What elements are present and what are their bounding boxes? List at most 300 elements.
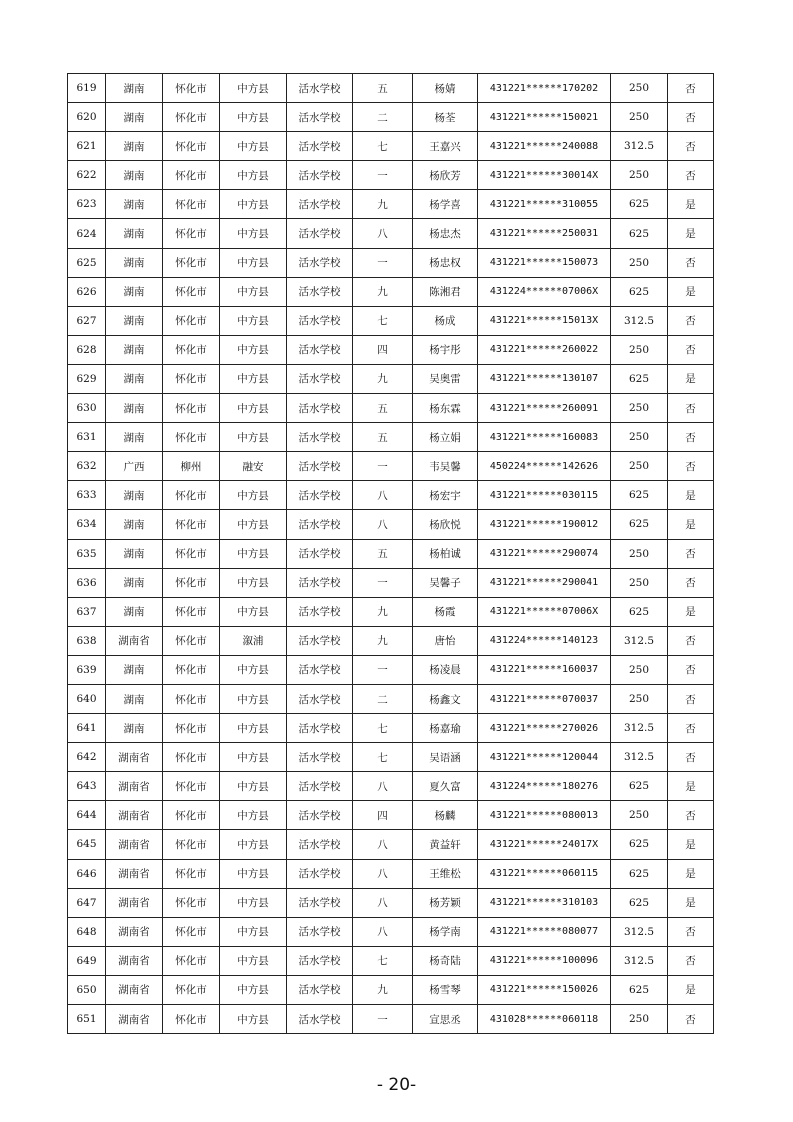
amount-cell: 250 bbox=[611, 103, 668, 132]
amount-cell: 250 bbox=[611, 568, 668, 597]
province-cell: 湖南 bbox=[106, 219, 163, 248]
county-cell: 中方县 bbox=[220, 306, 287, 335]
table-row bbox=[68, 975, 714, 1004]
id-number-cell: 431221******150073 bbox=[478, 248, 611, 277]
row-number-cell: 637 bbox=[68, 597, 106, 626]
grade-cell: 五 bbox=[353, 539, 413, 568]
id-number-cell: 431221******290074 bbox=[478, 539, 611, 568]
student-name-cell: 韦吴馨 bbox=[413, 452, 478, 481]
city-cell: 怀化市 bbox=[163, 859, 220, 888]
id-number-cell: 431028******060118 bbox=[478, 1005, 611, 1034]
school-cell: 活水学校 bbox=[287, 684, 353, 713]
grade-cell: 一 bbox=[353, 452, 413, 481]
school-cell: 活水学校 bbox=[287, 917, 353, 946]
table-row bbox=[68, 161, 714, 190]
id-number-cell: 431221******30014X bbox=[478, 161, 611, 190]
city-cell: 怀化市 bbox=[163, 74, 220, 103]
grade-cell: 一 bbox=[353, 655, 413, 684]
flag-cell: 否 bbox=[668, 423, 714, 452]
province-cell: 湖南 bbox=[106, 74, 163, 103]
province-cell: 湖南省 bbox=[106, 626, 163, 655]
county-cell: 中方县 bbox=[220, 888, 287, 917]
amount-cell: 312.5 bbox=[611, 714, 668, 743]
province-cell: 湖南 bbox=[106, 481, 163, 510]
amount-cell: 250 bbox=[611, 335, 668, 364]
table-row bbox=[68, 190, 714, 219]
table-row bbox=[68, 248, 714, 277]
flag-cell: 是 bbox=[668, 859, 714, 888]
province-cell: 湖南 bbox=[106, 161, 163, 190]
student-name-cell: 杨学喜 bbox=[413, 190, 478, 219]
county-cell: 中方县 bbox=[220, 1005, 287, 1034]
province-cell: 湖南 bbox=[106, 568, 163, 597]
amount-cell: 625 bbox=[611, 510, 668, 539]
county-cell: 中方县 bbox=[220, 74, 287, 103]
province-cell: 湖南 bbox=[106, 394, 163, 423]
flag-cell: 否 bbox=[668, 132, 714, 161]
school-cell: 活水学校 bbox=[287, 103, 353, 132]
city-cell: 怀化市 bbox=[163, 364, 220, 393]
row-number-cell: 636 bbox=[68, 568, 106, 597]
row-number-cell: 626 bbox=[68, 277, 106, 306]
table-row bbox=[68, 684, 714, 713]
county-cell: 中方县 bbox=[220, 335, 287, 364]
flag-cell: 是 bbox=[668, 364, 714, 393]
flag-cell: 是 bbox=[668, 975, 714, 1004]
student-name-cell: 杨荃 bbox=[413, 103, 478, 132]
grade-cell: 八 bbox=[353, 510, 413, 539]
amount-cell: 625 bbox=[611, 830, 668, 859]
row-number-cell: 621 bbox=[68, 132, 106, 161]
amount-cell: 250 bbox=[611, 74, 668, 103]
id-number-cell: 431224******180276 bbox=[478, 772, 611, 801]
province-cell: 湖南 bbox=[106, 335, 163, 364]
flag-cell: 是 bbox=[668, 597, 714, 626]
id-number-cell: 431221******240088 bbox=[478, 132, 611, 161]
row-number-cell: 635 bbox=[68, 539, 106, 568]
student-name-cell: 宣思丞 bbox=[413, 1005, 478, 1034]
flag-cell: 是 bbox=[668, 190, 714, 219]
table-row bbox=[68, 888, 714, 917]
student-name-cell: 王维松 bbox=[413, 859, 478, 888]
row-number-cell: 643 bbox=[68, 772, 106, 801]
county-cell: 中方县 bbox=[220, 219, 287, 248]
id-number-cell: 431221******250031 bbox=[478, 219, 611, 248]
student-name-cell: 杨成 bbox=[413, 306, 478, 335]
table-row bbox=[68, 481, 714, 510]
row-number-cell: 632 bbox=[68, 452, 106, 481]
flag-cell: 否 bbox=[668, 335, 714, 364]
city-cell: 怀化市 bbox=[163, 975, 220, 1004]
student-name-cell: 杨柏诚 bbox=[413, 539, 478, 568]
school-cell: 活水学校 bbox=[287, 1005, 353, 1034]
flag-cell: 否 bbox=[668, 394, 714, 423]
student-name-cell: 杨学南 bbox=[413, 917, 478, 946]
grade-cell: 九 bbox=[353, 277, 413, 306]
row-number-cell: 638 bbox=[68, 626, 106, 655]
county-cell: 中方县 bbox=[220, 946, 287, 975]
grade-cell: 八 bbox=[353, 219, 413, 248]
student-name-cell: 杨凌晨 bbox=[413, 655, 478, 684]
county-cell: 中方县 bbox=[220, 684, 287, 713]
amount-cell: 625 bbox=[611, 190, 668, 219]
row-number-cell: 625 bbox=[68, 248, 106, 277]
amount-cell: 625 bbox=[611, 859, 668, 888]
school-cell: 活水学校 bbox=[287, 248, 353, 277]
province-cell: 湖南省 bbox=[106, 859, 163, 888]
province-cell: 湖南 bbox=[106, 132, 163, 161]
grade-cell: 九 bbox=[353, 364, 413, 393]
county-cell: 溆浦 bbox=[220, 626, 287, 655]
county-cell: 中方县 bbox=[220, 743, 287, 772]
school-cell: 活水学校 bbox=[287, 306, 353, 335]
page-number: - 20- bbox=[376, 1075, 417, 1095]
school-cell: 活水学校 bbox=[287, 423, 353, 452]
id-number-cell: 431221******260091 bbox=[478, 394, 611, 423]
table-row bbox=[68, 74, 714, 103]
county-cell: 中方县 bbox=[220, 248, 287, 277]
row-number-cell: 620 bbox=[68, 103, 106, 132]
province-cell: 湖南 bbox=[106, 306, 163, 335]
table-row bbox=[68, 568, 714, 597]
city-cell: 怀化市 bbox=[163, 219, 220, 248]
student-name-cell: 吴语涵 bbox=[413, 743, 478, 772]
city-cell: 怀化市 bbox=[163, 714, 220, 743]
school-cell: 活水学校 bbox=[287, 946, 353, 975]
row-number-cell: 641 bbox=[68, 714, 106, 743]
grade-cell: 七 bbox=[353, 946, 413, 975]
city-cell: 怀化市 bbox=[163, 248, 220, 277]
row-number-cell: 631 bbox=[68, 423, 106, 452]
id-number-cell: 431221******24017X bbox=[478, 830, 611, 859]
city-cell: 怀化市 bbox=[163, 161, 220, 190]
id-number-cell: 431221******060115 bbox=[478, 859, 611, 888]
grade-cell: 五 bbox=[353, 394, 413, 423]
grade-cell: 四 bbox=[353, 801, 413, 830]
province-cell: 湖南 bbox=[106, 597, 163, 626]
city-cell: 怀化市 bbox=[163, 423, 220, 452]
student-name-cell: 陈湘君 bbox=[413, 277, 478, 306]
flag-cell: 否 bbox=[668, 74, 714, 103]
student-name-cell: 杨忠权 bbox=[413, 248, 478, 277]
province-cell: 湖南省 bbox=[106, 743, 163, 772]
school-cell: 活水学校 bbox=[287, 335, 353, 364]
amount-cell: 250 bbox=[611, 655, 668, 684]
row-number-cell: 640 bbox=[68, 684, 106, 713]
table-row bbox=[68, 714, 714, 743]
city-cell: 怀化市 bbox=[163, 510, 220, 539]
id-number-cell: 431221******170202 bbox=[478, 74, 611, 103]
table-row bbox=[68, 655, 714, 684]
table-row bbox=[68, 917, 714, 946]
province-cell: 湖南 bbox=[106, 684, 163, 713]
table-row bbox=[68, 801, 714, 830]
city-cell: 怀化市 bbox=[163, 394, 220, 423]
province-cell: 湖南 bbox=[106, 539, 163, 568]
row-number-cell: 628 bbox=[68, 335, 106, 364]
flag-cell: 否 bbox=[668, 539, 714, 568]
table-row bbox=[68, 772, 714, 801]
city-cell: 怀化市 bbox=[163, 103, 220, 132]
student-name-cell: 王嘉兴 bbox=[413, 132, 478, 161]
amount-cell: 625 bbox=[611, 975, 668, 1004]
student-name-cell: 杨宇彤 bbox=[413, 335, 478, 364]
amount-cell: 625 bbox=[611, 219, 668, 248]
student-name-cell: 杨雪琴 bbox=[413, 975, 478, 1004]
flag-cell: 否 bbox=[668, 306, 714, 335]
row-number-cell: 646 bbox=[68, 859, 106, 888]
grade-cell: 一 bbox=[353, 161, 413, 190]
table-row bbox=[68, 219, 714, 248]
row-number-cell: 624 bbox=[68, 219, 106, 248]
student-name-cell: 夏久富 bbox=[413, 772, 478, 801]
student-name-cell: 杨欣芳 bbox=[413, 161, 478, 190]
row-number-cell: 633 bbox=[68, 481, 106, 510]
flag-cell: 是 bbox=[668, 219, 714, 248]
grade-cell: 七 bbox=[353, 743, 413, 772]
grade-cell: 八 bbox=[353, 888, 413, 917]
id-number-cell: 431224******07006X bbox=[478, 277, 611, 306]
flag-cell: 否 bbox=[668, 1005, 714, 1034]
grade-cell: 一 bbox=[353, 1005, 413, 1034]
id-number-cell: 431224******140123 bbox=[478, 626, 611, 655]
flag-cell: 是 bbox=[668, 772, 714, 801]
school-cell: 活水学校 bbox=[287, 772, 353, 801]
student-name-cell: 杨嘉瑜 bbox=[413, 714, 478, 743]
province-cell: 湖南 bbox=[106, 423, 163, 452]
student-name-cell: 杨麟 bbox=[413, 801, 478, 830]
city-cell: 怀化市 bbox=[163, 190, 220, 219]
table-row bbox=[68, 946, 714, 975]
grade-cell: 九 bbox=[353, 597, 413, 626]
city-cell: 怀化市 bbox=[163, 830, 220, 859]
student-name-cell: 杨芳颖 bbox=[413, 888, 478, 917]
amount-cell: 625 bbox=[611, 481, 668, 510]
id-number-cell: 431221******120044 bbox=[478, 743, 611, 772]
province-cell: 湖南省 bbox=[106, 975, 163, 1004]
school-cell: 活水学校 bbox=[287, 975, 353, 1004]
grade-cell: 五 bbox=[353, 74, 413, 103]
province-cell: 湖南省 bbox=[106, 830, 163, 859]
amount-cell: 250 bbox=[611, 394, 668, 423]
county-cell: 中方县 bbox=[220, 103, 287, 132]
county-cell: 中方县 bbox=[220, 975, 287, 1004]
county-cell: 中方县 bbox=[220, 917, 287, 946]
city-cell: 怀化市 bbox=[163, 946, 220, 975]
county-cell: 中方县 bbox=[220, 655, 287, 684]
province-cell: 湖南 bbox=[106, 655, 163, 684]
city-cell: 怀化市 bbox=[163, 772, 220, 801]
student-name-cell: 吴馨子 bbox=[413, 568, 478, 597]
province-cell: 湖南省 bbox=[106, 917, 163, 946]
school-cell: 活水学校 bbox=[287, 132, 353, 161]
amount-cell: 625 bbox=[611, 277, 668, 306]
province-cell: 湖南 bbox=[106, 248, 163, 277]
county-cell: 中方县 bbox=[220, 772, 287, 801]
id-number-cell: 431221******160083 bbox=[478, 423, 611, 452]
city-cell: 怀化市 bbox=[163, 335, 220, 364]
id-number-cell: 431221******190012 bbox=[478, 510, 611, 539]
province-cell: 湖南 bbox=[106, 277, 163, 306]
flag-cell: 否 bbox=[668, 917, 714, 946]
city-cell: 怀化市 bbox=[163, 684, 220, 713]
school-cell: 活水学校 bbox=[287, 859, 353, 888]
county-cell: 中方县 bbox=[220, 510, 287, 539]
city-cell: 怀化市 bbox=[163, 132, 220, 161]
city-cell: 怀化市 bbox=[163, 626, 220, 655]
row-number-cell: 650 bbox=[68, 975, 106, 1004]
flag-cell: 是 bbox=[668, 510, 714, 539]
data-table-container bbox=[67, 73, 714, 1034]
student-name-cell: 杨鑫文 bbox=[413, 684, 478, 713]
amount-cell: 625 bbox=[611, 597, 668, 626]
id-number-cell: 431221******07006X bbox=[478, 597, 611, 626]
county-cell: 融安 bbox=[220, 452, 287, 481]
school-cell: 活水学校 bbox=[287, 597, 353, 626]
province-cell: 湖南省 bbox=[106, 946, 163, 975]
id-number-cell: 431221******080077 bbox=[478, 917, 611, 946]
province-cell: 湖南省 bbox=[106, 801, 163, 830]
row-number-cell: 629 bbox=[68, 364, 106, 393]
row-number-cell: 622 bbox=[68, 161, 106, 190]
student-name-cell: 吴奥雷 bbox=[413, 364, 478, 393]
county-cell: 中方县 bbox=[220, 859, 287, 888]
row-number-cell: 634 bbox=[68, 510, 106, 539]
table-row bbox=[68, 510, 714, 539]
table-row bbox=[68, 539, 714, 568]
grade-cell: 七 bbox=[353, 306, 413, 335]
grade-cell: 七 bbox=[353, 132, 413, 161]
school-cell: 活水学校 bbox=[287, 364, 353, 393]
table-row bbox=[68, 132, 714, 161]
id-number-cell: 431221******130107 bbox=[478, 364, 611, 393]
county-cell: 中方县 bbox=[220, 423, 287, 452]
amount-cell: 250 bbox=[611, 1005, 668, 1034]
row-number-cell: 647 bbox=[68, 888, 106, 917]
province-cell: 湖南 bbox=[106, 364, 163, 393]
amount-cell: 250 bbox=[611, 801, 668, 830]
school-cell: 活水学校 bbox=[287, 452, 353, 481]
city-cell: 怀化市 bbox=[163, 801, 220, 830]
table-row bbox=[68, 335, 714, 364]
table-row bbox=[68, 830, 714, 859]
school-cell: 活水学校 bbox=[287, 219, 353, 248]
county-cell: 中方县 bbox=[220, 801, 287, 830]
school-cell: 活水学校 bbox=[287, 714, 353, 743]
row-number-cell: 623 bbox=[68, 190, 106, 219]
grade-cell: 八 bbox=[353, 772, 413, 801]
grade-cell: 八 bbox=[353, 481, 413, 510]
flag-cell: 否 bbox=[668, 248, 714, 277]
flag-cell: 否 bbox=[668, 684, 714, 713]
city-cell: 怀化市 bbox=[163, 743, 220, 772]
school-cell: 活水学校 bbox=[287, 801, 353, 830]
row-number-cell: 651 bbox=[68, 1005, 106, 1034]
province-cell: 湖南省 bbox=[106, 1005, 163, 1034]
province-cell: 湖南省 bbox=[106, 772, 163, 801]
id-number-cell: 431221******310103 bbox=[478, 888, 611, 917]
id-number-cell: 431221******15013X bbox=[478, 306, 611, 335]
city-cell: 怀化市 bbox=[163, 888, 220, 917]
row-number-cell: 642 bbox=[68, 743, 106, 772]
county-cell: 中方县 bbox=[220, 568, 287, 597]
amount-cell: 625 bbox=[611, 888, 668, 917]
province-cell: 湖南省 bbox=[106, 888, 163, 917]
flag-cell: 否 bbox=[668, 946, 714, 975]
school-cell: 活水学校 bbox=[287, 74, 353, 103]
school-cell: 活水学校 bbox=[287, 481, 353, 510]
flag-cell: 是 bbox=[668, 830, 714, 859]
city-cell: 怀化市 bbox=[163, 306, 220, 335]
flag-cell: 否 bbox=[668, 568, 714, 597]
grade-cell: 九 bbox=[353, 975, 413, 1004]
table-row bbox=[68, 423, 714, 452]
grade-cell: 八 bbox=[353, 859, 413, 888]
county-cell: 中方县 bbox=[220, 481, 287, 510]
province-cell: 广西 bbox=[106, 452, 163, 481]
id-number-cell: 431221******310055 bbox=[478, 190, 611, 219]
county-cell: 中方县 bbox=[220, 714, 287, 743]
amount-cell: 312.5 bbox=[611, 132, 668, 161]
amount-cell: 250 bbox=[611, 248, 668, 277]
county-cell: 中方县 bbox=[220, 539, 287, 568]
city-cell: 怀化市 bbox=[163, 597, 220, 626]
flag-cell: 否 bbox=[668, 655, 714, 684]
grade-cell: 九 bbox=[353, 190, 413, 219]
flag-cell: 否 bbox=[668, 452, 714, 481]
table-row bbox=[68, 452, 714, 481]
row-number-cell: 630 bbox=[68, 394, 106, 423]
school-cell: 活水学校 bbox=[287, 161, 353, 190]
amount-cell: 250 bbox=[611, 684, 668, 713]
flag-cell: 是 bbox=[668, 888, 714, 917]
id-number-cell: 431221******290041 bbox=[478, 568, 611, 597]
school-cell: 活水学校 bbox=[287, 277, 353, 306]
student-name-cell: 黄益轩 bbox=[413, 830, 478, 859]
flag-cell: 否 bbox=[668, 161, 714, 190]
county-cell: 中方县 bbox=[220, 364, 287, 393]
student-name-cell: 杨奇陆 bbox=[413, 946, 478, 975]
grade-cell: 九 bbox=[353, 626, 413, 655]
table-row bbox=[68, 743, 714, 772]
id-number-cell: 431221******260022 bbox=[478, 335, 611, 364]
student-name-cell: 杨婧 bbox=[413, 74, 478, 103]
county-cell: 中方县 bbox=[220, 161, 287, 190]
student-name-cell: 杨忠杰 bbox=[413, 219, 478, 248]
id-number-cell: 431221******080013 bbox=[478, 801, 611, 830]
grade-cell: 二 bbox=[353, 103, 413, 132]
grade-cell: 一 bbox=[353, 248, 413, 277]
grade-cell: 五 bbox=[353, 423, 413, 452]
student-name-cell: 杨欣悦 bbox=[413, 510, 478, 539]
id-number-cell: 431221******270026 bbox=[478, 714, 611, 743]
county-cell: 中方县 bbox=[220, 597, 287, 626]
row-number-cell: 627 bbox=[68, 306, 106, 335]
table-row bbox=[68, 103, 714, 132]
flag-cell: 否 bbox=[668, 743, 714, 772]
school-cell: 活水学校 bbox=[287, 655, 353, 684]
table-row bbox=[68, 597, 714, 626]
student-name-cell: 杨宏宇 bbox=[413, 481, 478, 510]
city-cell: 怀化市 bbox=[163, 917, 220, 946]
amount-cell: 312.5 bbox=[611, 946, 668, 975]
school-cell: 活水学校 bbox=[287, 190, 353, 219]
province-cell: 湖南 bbox=[106, 714, 163, 743]
grade-cell: 八 bbox=[353, 917, 413, 946]
id-number-cell: 431221******150026 bbox=[478, 975, 611, 1004]
county-cell: 中方县 bbox=[220, 394, 287, 423]
flag-cell: 否 bbox=[668, 801, 714, 830]
